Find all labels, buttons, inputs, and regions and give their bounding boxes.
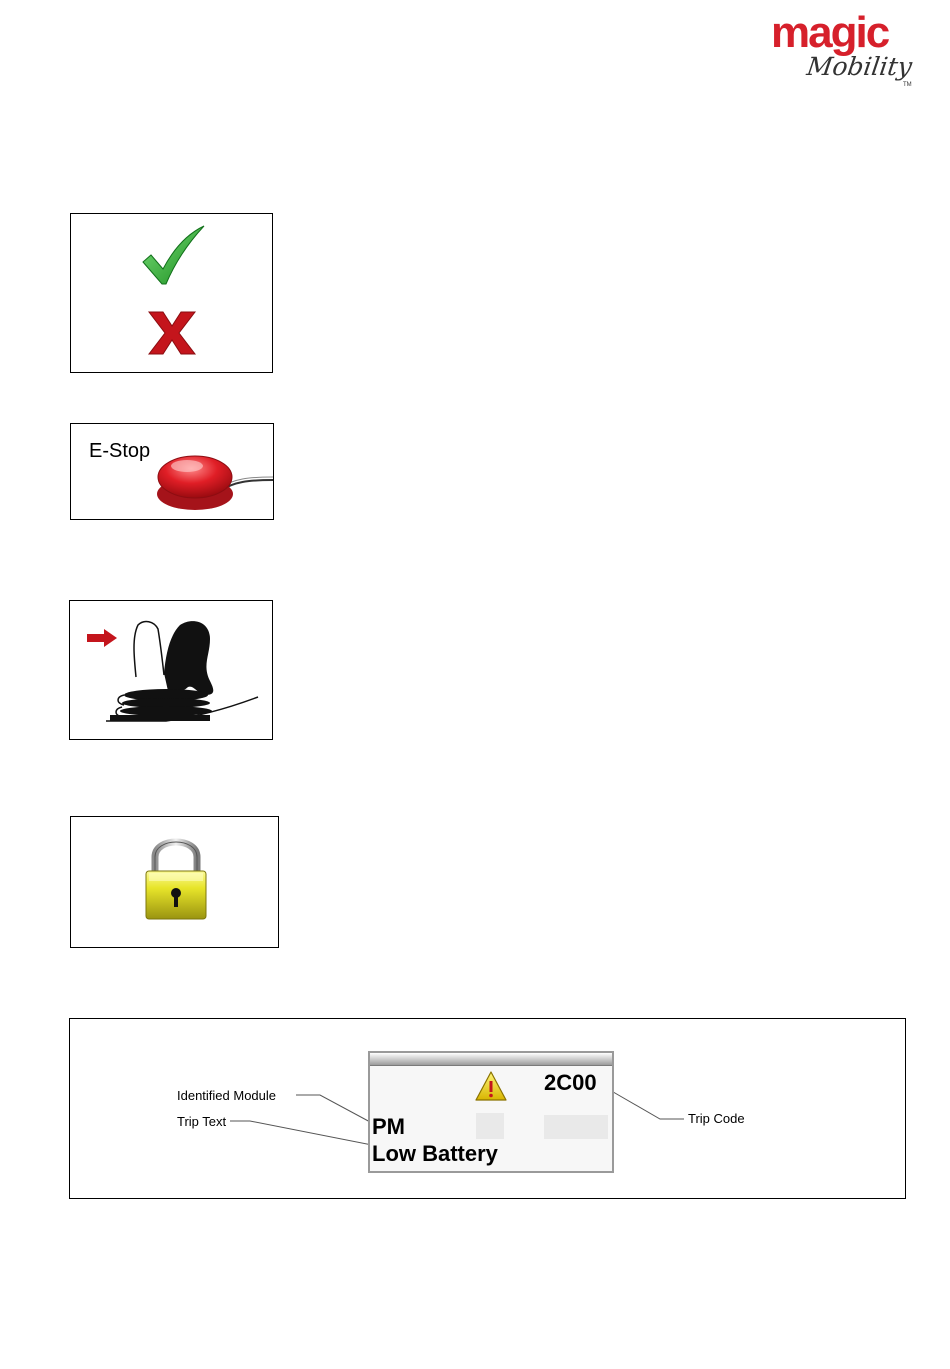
display-title-bar xyxy=(370,1053,612,1066)
padlock-icon xyxy=(143,831,209,923)
trip-panel-figure xyxy=(69,1018,906,1199)
trip-text-label: Trip Text xyxy=(177,1114,227,1129)
check-cross-figure xyxy=(70,213,273,373)
trip-display-screen xyxy=(368,1051,614,1173)
padlock-figure xyxy=(70,816,279,948)
trip-code-label: Trip Code xyxy=(688,1111,745,1126)
display-placeholder-block xyxy=(476,1113,504,1139)
trip-text-value: Low Battery xyxy=(372,1141,498,1166)
check-icon xyxy=(141,224,207,286)
cross-icon xyxy=(147,310,197,356)
trip-code-value: 2C00 xyxy=(544,1070,597,1095)
brand-logo xyxy=(765,8,920,94)
joystick-icon xyxy=(106,617,266,723)
estop-label: E-Stop xyxy=(89,440,151,462)
display-code-placeholder xyxy=(544,1115,608,1139)
module-value: PM xyxy=(372,1114,405,1139)
warning-icon xyxy=(474,1070,508,1102)
joystick-figure xyxy=(69,600,273,740)
logo-trademark: TM xyxy=(903,82,912,88)
logo-wordmark-magic: magic xyxy=(771,8,889,57)
estop-button-icon xyxy=(155,450,273,512)
estop-figure xyxy=(70,423,274,520)
logo-wordmark-mobility: Mobility xyxy=(805,52,914,81)
identified-module-label: Identified Module xyxy=(177,1088,277,1103)
